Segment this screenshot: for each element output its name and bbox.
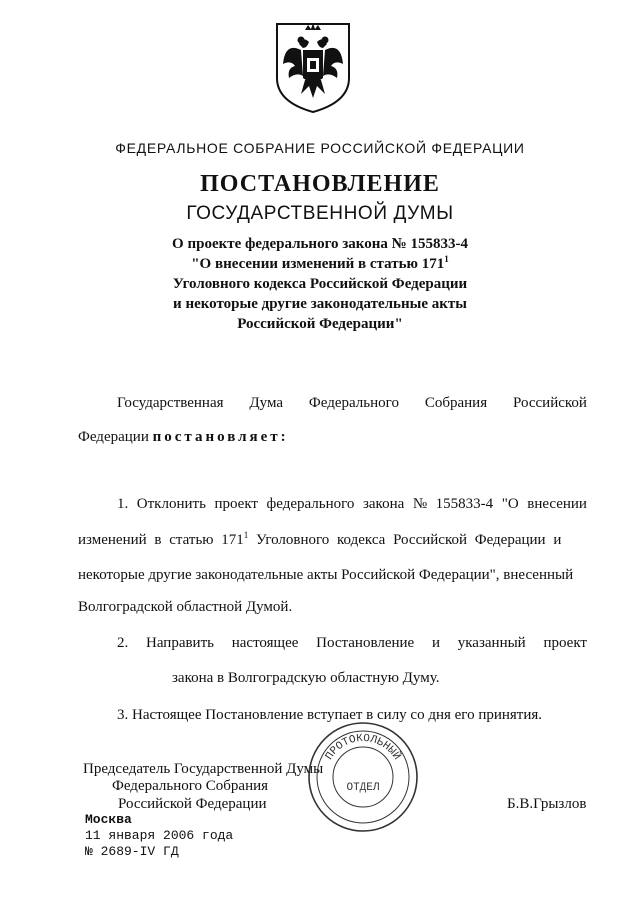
item-3: 3. Настоящее Постановление вступает в силу со дня его принятия. bbox=[117, 707, 543, 723]
document-type: ПОСТАНОВЛЕНИЕ bbox=[200, 171, 440, 197]
subject-line-4: и некоторые другие законодательные акты bbox=[173, 296, 467, 312]
signatory-name: Б.В.Грызлов bbox=[507, 796, 587, 812]
item-2-line-1: 2. Направить настоящее Постановление и указанный проект bbox=[117, 635, 587, 651]
decree-verb: постановляет: bbox=[152, 429, 289, 445]
protocol-department-stamp bbox=[306, 718, 420, 836]
city: Москва bbox=[85, 812, 132, 827]
item-1-line-2: изменений в статью $171^1$ Уголовного кодекса Российской Федерации и bbox=[78, 530, 562, 548]
signature-title-line-2: Федерального Собрания bbox=[112, 778, 269, 794]
issuer-name: ГОСУДАРСТВЕННОЙ ДУМЫ bbox=[186, 203, 454, 224]
document-number: № 2689-IV ГД bbox=[85, 844, 179, 859]
subject-line-1: О проекте федерального закона № 155833-4 bbox=[172, 236, 468, 252]
item-1-line-4: Волгоградской областной Думой. bbox=[78, 599, 293, 615]
item-1-line-3: некоторые другие законодательные акты Российской Федерации", внесенный bbox=[78, 567, 574, 583]
signature-title-line-3: Российской Федерации bbox=[118, 796, 267, 812]
parliament-name: ФЕДЕРАЛЬНОЕ СОБРАНИЕ РОССИЙСКОЙ ФЕДЕРАЦИИ bbox=[115, 140, 525, 156]
subject-line-3: Уголовного кодекса Российской Федерации bbox=[172, 276, 468, 292]
subject-line-5: Российской Федерации" bbox=[237, 316, 403, 332]
subject-line-2: "О внесении изменений в статью $171^1$ bbox=[191, 254, 449, 272]
signature-title-line-1: Председатель Государственной Думы bbox=[83, 761, 324, 777]
item-2-line-2: закона в Волгоградскую областную Думу. bbox=[172, 670, 440, 686]
svg-text:ПРОТОКОЛЬНЫЙ: ПРОТОКОЛЬНЫЙ bbox=[323, 732, 403, 763]
preamble-line-1: Государственная Дума Федерального Собрания Российской bbox=[117, 395, 587, 411]
preamble-line-2: Федерации постановляет: bbox=[78, 429, 289, 445]
state-emblem-icon bbox=[271, 20, 355, 116]
date: 11 января 2006 года bbox=[85, 828, 234, 843]
svg-text:ОТДЕЛ: ОТДЕЛ bbox=[346, 782, 380, 794]
item-1-line-1: 1. Отклонить проект федерального закона № 155833-4 "О внесении bbox=[117, 496, 587, 512]
